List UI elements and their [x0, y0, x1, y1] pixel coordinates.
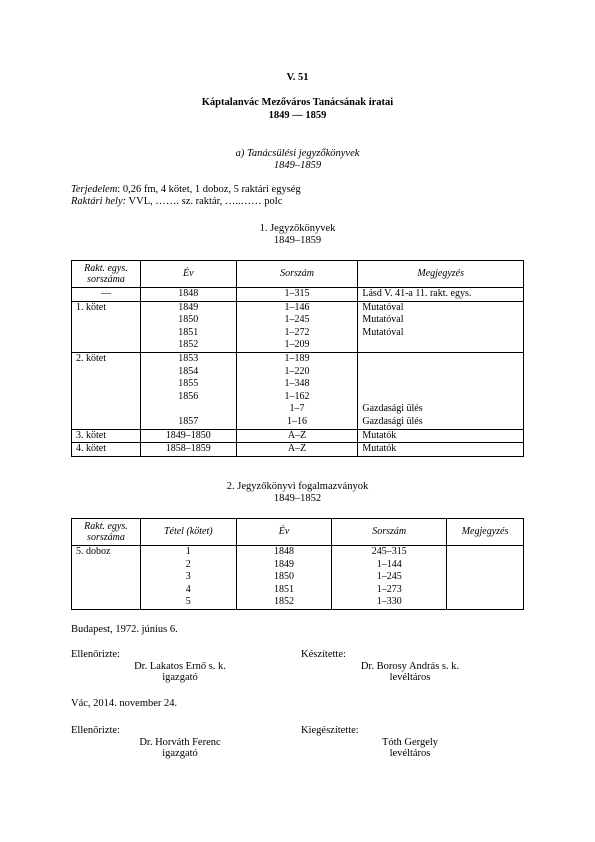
signer-role: igazgató	[162, 748, 198, 759]
completed-label: Kiegészítette:	[301, 725, 359, 736]
place-date-2: Vác, 2014. november 24.	[71, 698, 178, 709]
year-value: 1856	[178, 390, 199, 402]
number-cell: A–Z	[236, 443, 358, 457]
table1-title: 1. Jegyzőkönyvek	[259, 223, 336, 234]
unit-cell: 3. kötet	[72, 429, 141, 443]
table-row	[72, 443, 524, 457]
item-value: 1	[185, 546, 191, 557]
note-value: Gazdasági ülés	[362, 415, 423, 427]
table-header-row	[72, 519, 524, 546]
number-value: 1–273	[376, 583, 402, 595]
note-value: Mutatóval	[362, 314, 404, 326]
signer-name: Dr. Horváth Ferenc	[139, 737, 221, 748]
year-cell	[140, 352, 236, 429]
checked-label-2: Ellenőrizte:	[71, 725, 120, 736]
number-value: 1–245	[376, 571, 402, 583]
number-value: 1–189	[284, 352, 310, 364]
column-header-number: Sorszám	[236, 261, 358, 288]
number-value: 1–144	[376, 558, 402, 570]
column-header-note: Megjegyzés	[358, 261, 524, 288]
column-header-note: Megjegyzés	[447, 519, 524, 546]
checked-signature-1	[100, 661, 260, 683]
note-cell: Mutatók	[358, 443, 524, 457]
year-value: 1851	[178, 326, 199, 338]
signer-name: Tóth Gergely	[381, 737, 439, 748]
place-date-1: Budapest, 1972. június 6.	[71, 624, 178, 635]
year-value: 1855	[178, 378, 199, 390]
number-value: 1–7	[289, 403, 305, 415]
section-a-title: a) Tanácsülési jegyzőkönyvek	[235, 148, 360, 159]
number-value: 1–330	[376, 596, 402, 608]
number-value: 1–16	[287, 415, 308, 427]
year-value: 1854	[178, 365, 199, 377]
column-header-year: Év	[140, 261, 236, 288]
note-cell	[447, 546, 524, 610]
extent-value: : 0,26 fm, 4 kötet, 1 doboz, 5 raktári egység	[117, 184, 301, 195]
unit-cell: 5. doboz	[72, 546, 141, 610]
note-cell	[358, 301, 524, 352]
column-header-unit: Rakt. egys. sorszáma	[72, 261, 141, 288]
location-line	[71, 196, 282, 207]
year-value: 1848	[274, 546, 294, 557]
year-value: 1857	[178, 415, 199, 427]
item-value: 4	[185, 583, 191, 595]
table-row	[72, 546, 524, 610]
table-row	[72, 352, 524, 429]
unit-cell: —	[72, 288, 141, 302]
number-value: 245–315	[371, 546, 407, 557]
note-cell: Lásd V. 41-a 11. rakt. egys.	[358, 288, 524, 302]
number-cell: 1–315	[236, 288, 358, 302]
document-years: 1849 — 1859	[268, 110, 327, 121]
document-code: V. 51	[286, 72, 309, 83]
number-value: 1–146	[284, 301, 310, 313]
item-value: 3	[185, 571, 191, 583]
checked-label-1: Ellenőrizte:	[71, 649, 120, 660]
table2-title: 2. Jegyzőkönyvi fogalmazványok	[226, 481, 369, 492]
item-value: 5	[185, 596, 191, 608]
completed-signature	[330, 737, 490, 759]
checked-signature-2	[100, 737, 260, 759]
year-value: 1849	[274, 558, 294, 570]
number-cell	[236, 301, 358, 352]
number-value: 1–272	[284, 326, 310, 338]
table-row	[72, 288, 524, 302]
table1-years: 1849–1859	[273, 235, 322, 246]
year-cell	[140, 301, 236, 352]
prepared-label: Készítette:	[301, 649, 346, 660]
extent-line	[71, 184, 301, 195]
signer-role: levéltáros	[389, 672, 431, 683]
registers-table	[71, 260, 524, 457]
signer-role: levéltáros	[389, 748, 431, 759]
year-cell: 1848	[140, 288, 236, 302]
column-header-unit: Rakt. egys. sorszáma	[72, 519, 141, 546]
year-value: 1850	[274, 571, 294, 583]
number-value: 1–162	[284, 390, 310, 402]
unit-cell: 1. kötet	[72, 301, 141, 352]
signer-role: igazgató	[162, 672, 198, 683]
drafts-table	[71, 518, 524, 610]
signer-name: Dr. Borosy András s. k.	[360, 661, 460, 672]
column-header-year: Év	[236, 519, 332, 546]
year-value: 1853	[178, 352, 199, 364]
location-label: Raktári hely:	[71, 196, 127, 207]
column-header-number: Sorszám	[332, 519, 447, 546]
year-value: 1849	[178, 301, 199, 313]
number-value: 1–209	[284, 339, 310, 351]
note-value: Mutatóval	[362, 326, 404, 338]
column-header-item: Tétel (kötet)	[140, 519, 236, 546]
year-value: 1852	[274, 596, 294, 608]
table2-years: 1849–1852	[273, 493, 322, 504]
year-cell: 1858–1859	[140, 443, 236, 457]
number-cell: A–Z	[236, 429, 358, 443]
table-row	[72, 429, 524, 443]
item-cell	[140, 546, 236, 610]
signer-name: Dr. Lakatos Ernő s. k.	[134, 661, 226, 672]
number-cell	[236, 352, 358, 429]
number-value: 1–220	[284, 365, 310, 377]
number-value: 1–245	[284, 314, 310, 326]
number-cell	[332, 546, 447, 610]
year-cell: 1849–1850	[140, 429, 236, 443]
prepared-signature	[330, 661, 490, 683]
note-value: Mutatóval	[362, 301, 404, 313]
document-title: Káptalanvác Mezőváros Tanácsának iratai	[201, 97, 394, 108]
note-cell	[358, 352, 524, 429]
table-row	[72, 301, 524, 352]
note-spacer	[362, 353, 519, 403]
item-value: 2	[185, 558, 191, 570]
year-value	[145, 403, 232, 416]
note-value: Gazdasági ülés	[362, 403, 423, 415]
unit-cell: 4. kötet	[72, 443, 141, 457]
section-a-years: 1849–1859	[273, 160, 322, 171]
year-cell	[236, 546, 332, 610]
year-value: 1850	[178, 314, 199, 326]
table-header-row	[72, 261, 524, 288]
location-value: VVL, ……. sz. raktár, …..…… polc	[126, 196, 283, 207]
unit-cell: 2. kötet	[72, 352, 141, 429]
year-value: 1852	[178, 339, 199, 351]
number-value: 1–348	[284, 378, 310, 390]
year-value: 1851	[274, 583, 294, 595]
extent-label: Terjedelem	[71, 184, 118, 195]
note-cell: Mutatók	[358, 429, 524, 443]
